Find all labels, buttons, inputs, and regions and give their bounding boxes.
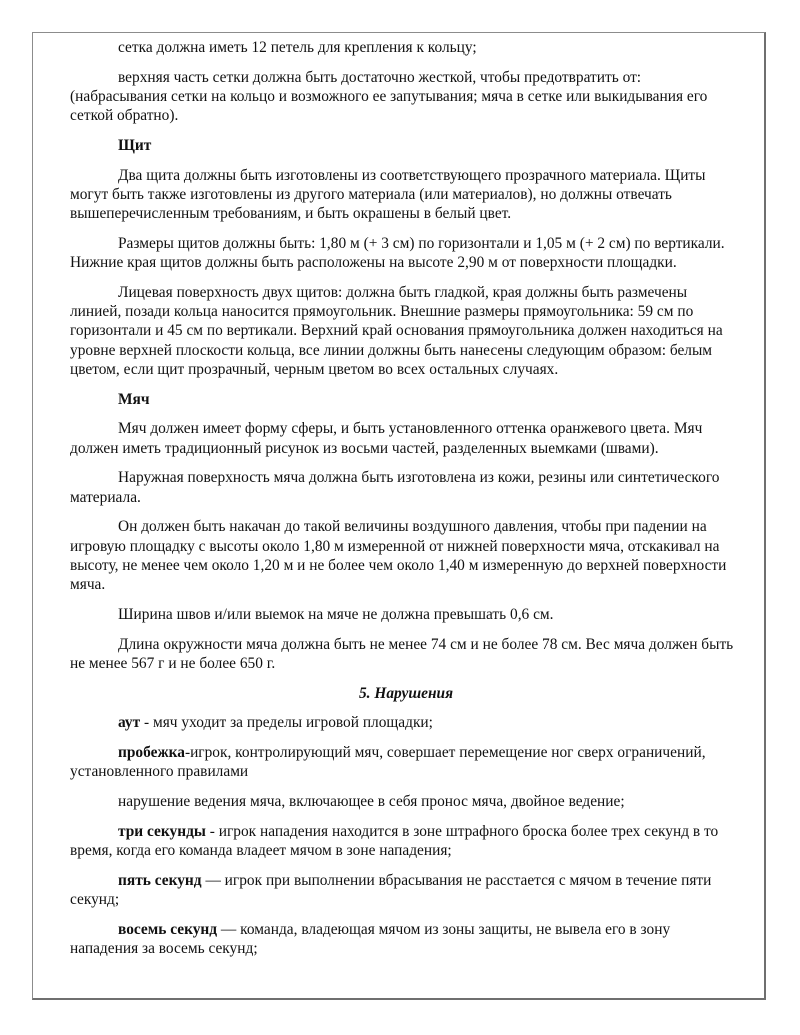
paragraph-ball-shape: Мяч должен имеет форму сферы, и быть установленного оттенка оранжевого цвета. Мяч должен иметь традиционный рисунок из восьми частей, разделенных выемками (швами). — [70, 420, 703, 457]
term-five-seconds: пять секунд — [118, 872, 202, 889]
paragraph-out — [70, 713, 742, 732]
paragraph-net-stiffness: верхняя часть сетки должна быть достаточно жесткой, чтобы предотвратить от: (набрасывания сетки на кольцо и возможного ее запутывания; мяча в сетке или выкидывания его сеткой обратно). — [70, 68, 708, 125]
definition-eight-seconds: — команда, владеющая мячом из зоны защиты, не вывела его в зону нападения за восемь секунд; — [70, 921, 671, 958]
paragraph-ball-size-weight: Длина окружности мяча должна быть не менее 74 см и не более 78 см. Вес мяча должен быть не менее 567 г и не более 650 г. — [70, 635, 734, 672]
paragraph-net-loops: сетка должна иметь 12 петель для крепления к кольцу; — [118, 39, 477, 56]
term-three-seconds: три секунды — [118, 823, 206, 840]
definition-three-seconds: - игрок нападения находится в зоне штрафного броска более трех секунд в то время, когда его команда владеет мячом в зоне нападения; — [70, 823, 719, 860]
paragraph-ball-seams: Ширина швов и/или выемок на мяче не должна превышать 0,6 см. — [118, 605, 554, 623]
term-eight-seconds: восемь секунд — [118, 921, 218, 938]
term-travelling: пробежка — [118, 744, 185, 762]
definition-travelling: -игрок, контролирующий мяч, совершает перемещение ног сверх ограничений, установленного правилами — [70, 744, 706, 781]
heading-backboard: Щит — [118, 137, 152, 154]
heading-ball: Мяч — [118, 390, 150, 408]
paragraph-eight-seconds — [70, 920, 742, 958]
paragraph-five-seconds — [70, 871, 742, 909]
paragraph-backboard-material: Два щита должны быть изготовлены из соответствующего прозрачного материала. Щиты могут быть также изготовлены из другого материала (или материалов), но должны отвечать вышеперечисленным требованиям, и быть окрашены в белый цвет. — [70, 166, 706, 223]
paragraph-dribble-violation: нарушение ведения мяча, включающее в себя пронос мяча, двойное ведение; — [118, 793, 625, 811]
paragraph-ball-surface: Наружная поверхность мяча должна быть изготовлена из кожи, резины или синтетического материала. — [70, 469, 720, 506]
paragraph-ball-pressure: Он должен быть накачан до такой величины воздушного давления, чтобы при падении на игровую площадку с высоты около 1,80 м измеренной от нижней поверхности мяча, отскакивал на высоту, не менее чем около 1,20 м и не более чем около 1,40 м измеренную до верхней поверхности мяча. — [70, 518, 727, 594]
paragraph-backboard-dimensions: Размеры щитов должны быть: 1,80 м (+ 3 см) по горизонтали и 1,05 м (+ 2 см) по вертикали. Нижние края щитов должны быть расположены на высоте 2,90 м от поверхности площадки. — [70, 235, 725, 272]
definition-five-seconds: — игрок при выполнении вбрасывания не расстается с мячом в течение пяти секунд; — [70, 872, 712, 909]
paragraph-three-seconds — [70, 822, 742, 860]
paragraph-backboard-surface: Лицевая поверхность двух щитов: должна быть гладкой, края должны быть размечены линией, позади кольца наносится прямоугольник. Внешние размеры прямоугольника: 59 см по горизонтали и 45 см по вертикали. Верхний край основания прямоугольника должен находиться на уровне верхней плоскости кольца, все линии должны быть нанесены следующим образом: белым цветом, если щит прозрачный, черным цветом во всех остальных случаях. — [70, 284, 723, 378]
paragraph-travelling — [70, 743, 742, 781]
section-title-violations: 5. Нарушения — [358, 684, 454, 702]
definition-out: - мяч уходит за пределы игровой площадки; — [140, 714, 433, 732]
document-body — [70, 38, 742, 969]
term-out: аут — [118, 714, 141, 732]
